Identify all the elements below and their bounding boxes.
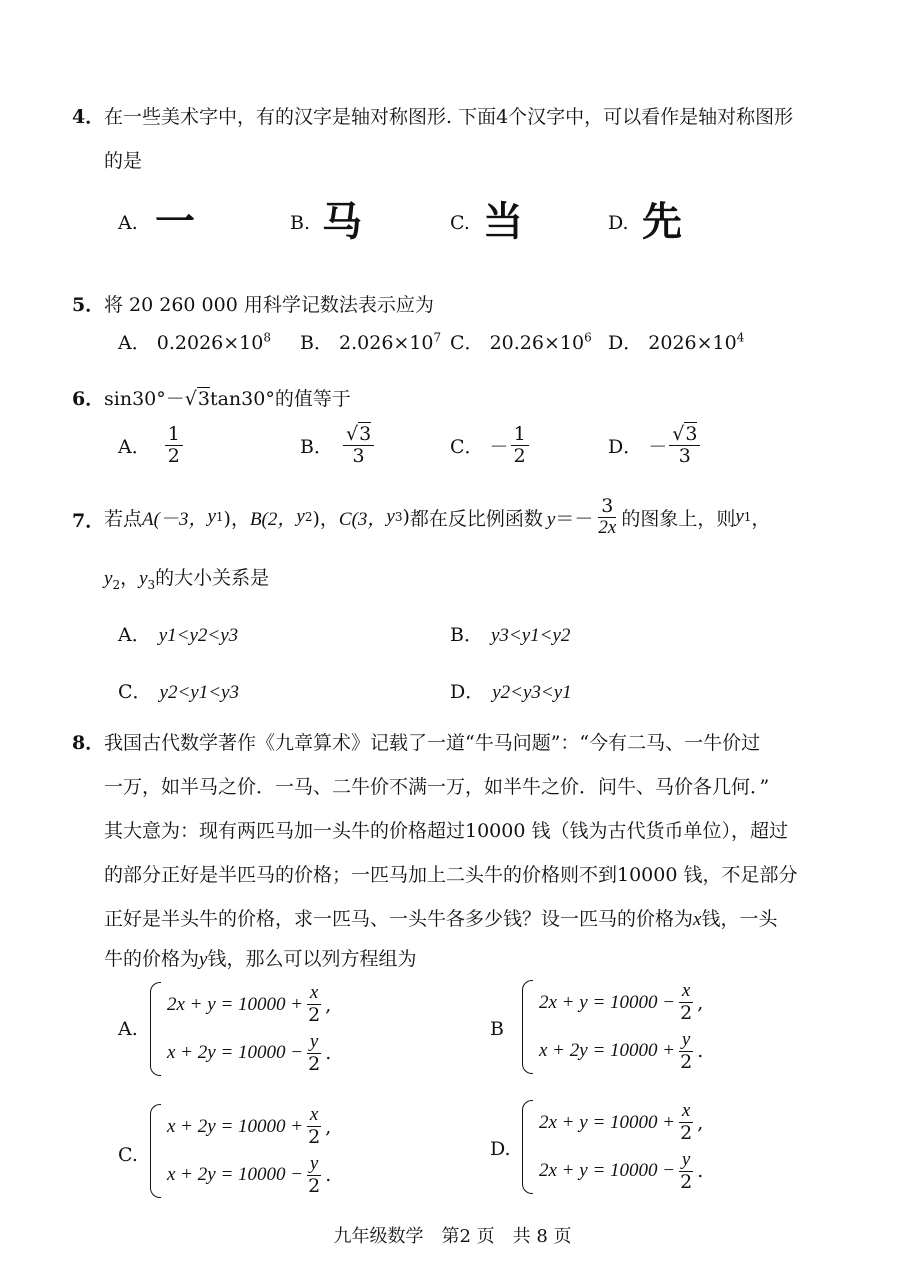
q4-option-a-label: A. [118, 212, 138, 234]
q8-option-a-system: 2x + y = 10000 + $\frac{x}{2}$ , x + 2y = 10000 − $\frac{y}{2}$ . [150, 982, 331, 1076]
q4-option-d-label: D. [608, 212, 629, 234]
q7-number: 7． [72, 510, 105, 532]
q8-option-b-label: B [490, 1018, 504, 1040]
q6-option-d: D． － $\frac{√3}{3}$ [608, 424, 702, 467]
q8-line4: 的部分正好是半匹马的价格；一匹马加上二头牛的价格则不到10000 钱，不足部分 [104, 864, 798, 886]
q6-option-a: A． $\frac{1}{2}$ [118, 424, 185, 467]
q7-option-d: D． y2<y3<y1 [450, 681, 572, 703]
q7-option-c: C． y2<y1<y3 [118, 681, 239, 703]
q5-stem: 将 20 260 000 用科学记数法表示应为 [104, 294, 434, 316]
q5-option-a: A． $0.2026\times 10^8$ [118, 330, 271, 354]
q8-option-d-label: D. [490, 1138, 511, 1160]
q4-number: 4． [72, 106, 105, 128]
q4-option-d-char: 先 [642, 199, 682, 245]
q8-line1: 我国古代数学著作《九章算术》记载了一道“牛马问题”：“今有二马、一牛价过 [104, 732, 761, 754]
q5-option-c: C． $20.26\times 10^6$ [450, 330, 592, 354]
q7-stem-line2: $y_2$，$y_3$的大小关系是 [104, 567, 270, 592]
q6-option-c: C． － $\frac{1}{2}$ [450, 424, 531, 467]
q8-line5: 正好是半头牛的价格，求一匹马、一头牛各多少钱？设一匹马的价格为x钱，一头 [104, 908, 778, 930]
q4-option-c-label: C. [450, 212, 470, 234]
q8-line6: 牛的价格为y钱，那么可以列方程组为 [104, 948, 417, 970]
page-footer: 九年级数学 第2 页 共 8 页 [333, 1226, 572, 1247]
q5-option-b: B． $2.026\times 10^7$ [300, 330, 442, 354]
q8-option-a-label: A. [118, 1018, 138, 1040]
q8-line2: 一万，如半马之价．一马、二牛价不满一万，如半牛之价．问牛、马价各几何．” [104, 776, 770, 798]
q8-option-c-system: x + 2y = 10000 + $\frac{x}{2}$ , x + 2y = 10000 − $\frac{y}{2}$ . [150, 1104, 331, 1198]
q7-stem-line1: 若点 A(－3， y 1 )， B(2， y 2 )， C(3， y 3 ) 都在反比例函数 y＝－ $\frac{3}{2x}$ 的图象上，则 y 1 ， [104, 494, 771, 538]
q4-stem-line1: 在一些美术字中，有的汉字是轴对称图形. 下面4个汉字中，可以看作是轴对称图形 [104, 106, 794, 128]
q7-option-b: B． y3<y1<y2 [450, 624, 571, 646]
q4-stem-line2: 的是 [104, 150, 143, 172]
q7-option-a: A． y1<y2<y3 [118, 624, 239, 646]
q8-line3: 其大意为：现有两匹马加一头牛的价格超过10000 钱（钱为古代货币单位），超过 [104, 820, 788, 842]
q8-option-d-system: 2x + y = 10000 + $\frac{x}{2}$ , 2x + y = 10000 − $\frac{y}{2}$ . [522, 1100, 703, 1194]
q8-option-b-system: 2x + y = 10000 − $\frac{x}{2}$ , x + 2y = 10000 + $\frac{y}{2}$ . [522, 980, 703, 1074]
q6-number: 6． [72, 388, 105, 410]
q8-option-c-label: C. [118, 1144, 138, 1166]
q4-option-b-label: B. [290, 212, 311, 234]
q6-stem: sin30°－√3tan30°的值等于 [104, 388, 351, 410]
q4-option-b-char: 马 [322, 199, 362, 245]
q8-number: 8． [72, 732, 105, 754]
q5-option-d: D． $2026\times 10^4$ [608, 330, 745, 354]
q4-option-a-char: 一 [155, 199, 195, 245]
q4-option-c-char: 当 [483, 199, 523, 245]
q6-option-b: B． $\frac{√3}{3}$ [300, 424, 376, 467]
q5-number: 5． [72, 294, 105, 316]
